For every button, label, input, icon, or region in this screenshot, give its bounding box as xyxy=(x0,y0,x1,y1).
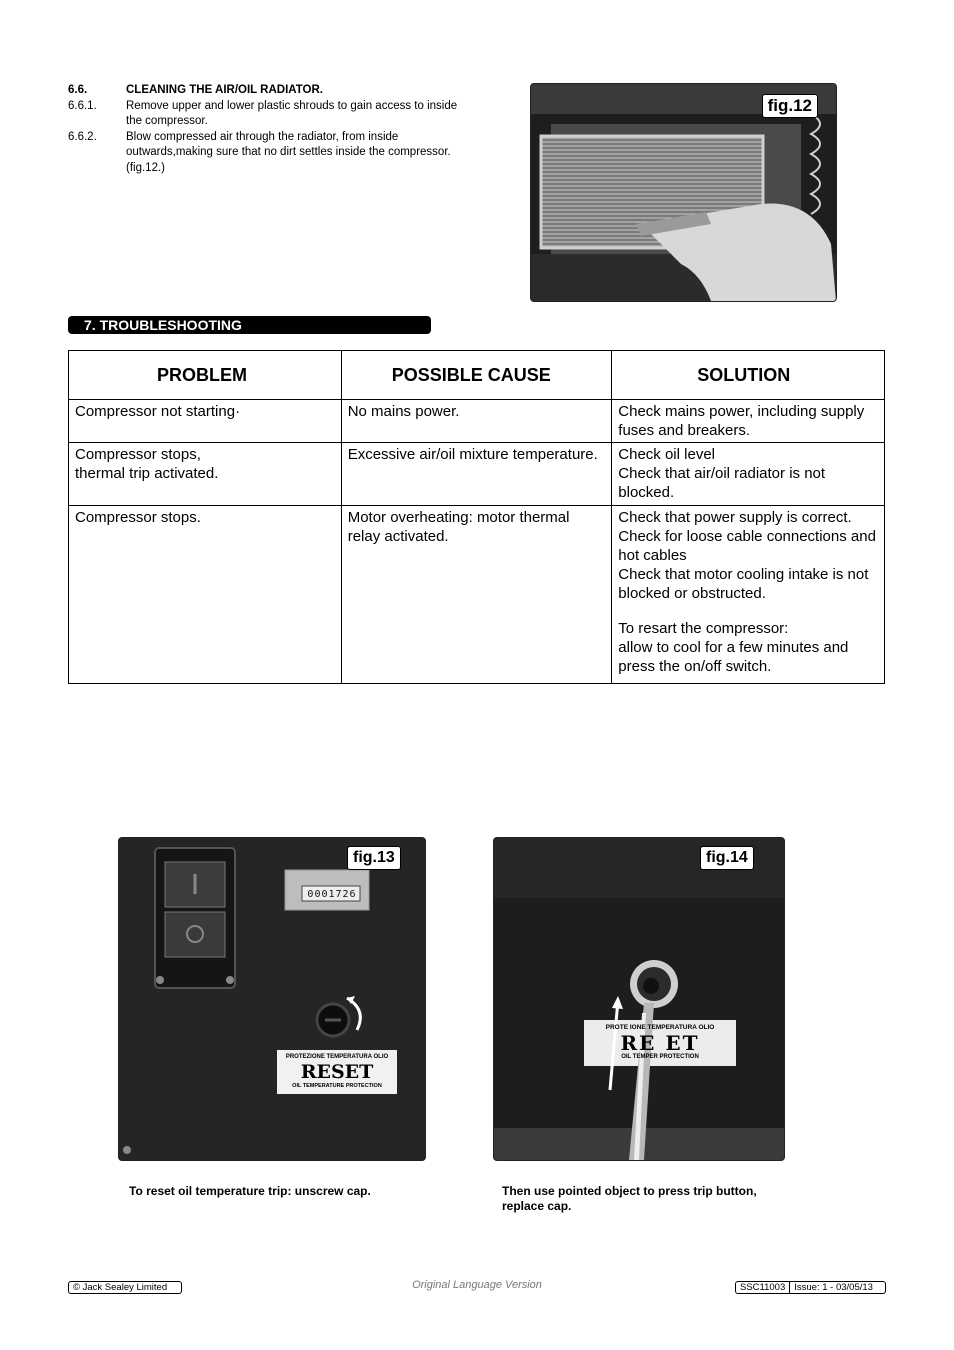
section-title-row xyxy=(68,83,468,99)
section-title: CLEANING THE AIR/OIL RADIATOR. xyxy=(126,84,323,96)
cell-text: Motor overheating: motor thermal relay activated. xyxy=(347,509,570,545)
sticker-main-text: RE ET xyxy=(620,1031,700,1055)
cell-text: Check for loose cable connections and hot cables xyxy=(618,528,876,564)
fig13-photo xyxy=(118,837,426,1161)
cell-solution xyxy=(612,400,885,443)
cell-text: Excessive air/oil mixture temperature. xyxy=(347,446,598,463)
footer-issue: Issue: 1 - 03/05/13 xyxy=(794,1282,873,1293)
fig13-label: fig.13 xyxy=(347,846,401,870)
step-text: Blow compressed air through the radiator, from inside outwards,making sure that no dirt settles inside the compressor. (fig.12.) xyxy=(126,130,451,174)
footer-model: SSC11003 xyxy=(736,1282,790,1293)
troubleshooting-table xyxy=(68,350,885,684)
cell-cause xyxy=(341,506,612,684)
cell-text: allow to cool for a few minutes and press the on/off switch. xyxy=(618,639,849,675)
cell-text: To resart the compressor: xyxy=(618,620,789,637)
step-item xyxy=(68,130,468,177)
header-problem-text: PROBLEM xyxy=(157,364,247,385)
step-item xyxy=(68,99,468,130)
reset-sticker xyxy=(277,1050,397,1094)
section-6-6 xyxy=(68,83,468,176)
reset-sticker-fig14 xyxy=(584,1020,736,1066)
sticker-bottom-text: OIL TEMPERATURE PROTECTION xyxy=(292,1083,382,1089)
table-header-row xyxy=(69,351,885,400)
footer-issue-box xyxy=(735,1281,886,1294)
step-text: Remove upper and lower plastic shrouds to gain access to inside the compressor. xyxy=(126,99,458,127)
step-number: 6.6.2. xyxy=(68,130,97,143)
cell-text: thermal trip activated. xyxy=(75,465,219,482)
table-row xyxy=(69,506,885,684)
cell-problem xyxy=(69,400,342,443)
fig13-caption: To reset oil temperature trip: unscrew cap. xyxy=(129,1184,371,1198)
fig14-caption: Then use pointed object to press trip button, replace cap. xyxy=(502,1184,757,1213)
cell-solution xyxy=(612,506,885,684)
cell-text: Compressor stops, xyxy=(75,446,201,463)
header-problem xyxy=(69,351,342,400)
cell-text: Compressor not starting· xyxy=(75,403,241,420)
cell-text: No mains power. xyxy=(347,403,460,420)
footer-center-text: Original Language Version xyxy=(412,1279,542,1291)
sticker-bottom-text: OIL TEMPER PROTECTION xyxy=(621,1054,699,1060)
cell-problem xyxy=(69,506,342,684)
fig14-label: fig.14 xyxy=(700,846,754,870)
control-panel-image xyxy=(119,838,425,1160)
table-row xyxy=(69,400,885,443)
cell-cause xyxy=(341,443,612,506)
cell-text: Check that motor cooling intake is not blocked or obstructed. xyxy=(618,566,869,602)
cell-text: Check that power supply is correct. xyxy=(618,509,852,526)
hour-counter: 0001726 xyxy=(307,889,357,900)
header-solution-text: SOLUTION xyxy=(697,364,791,385)
fig12-photo xyxy=(530,83,837,302)
step-number: 6.6.1. xyxy=(68,99,97,112)
cell-text: Check oil level xyxy=(618,446,715,463)
header-solution xyxy=(612,351,885,400)
fig14-photo xyxy=(493,837,785,1161)
table-row xyxy=(69,443,885,506)
header-cause-text: POSSIBLE CAUSE xyxy=(391,364,551,385)
cell-solution xyxy=(612,443,885,506)
fig12-label: fig.12 xyxy=(762,94,818,118)
footer-copyright: © Jack Sealey Limited xyxy=(68,1281,182,1294)
cell-text: Compressor stops. xyxy=(75,509,201,526)
section-number: 6.6. xyxy=(68,84,88,96)
header-cause xyxy=(341,351,612,400)
cell-text: Check mains power, including supply fuses and breakers. xyxy=(618,403,865,439)
sticker-main-text: RESET xyxy=(300,1061,374,1083)
cell-text: Check that air/oil radiator is not blocked. xyxy=(618,465,826,501)
trip-button-image xyxy=(494,838,784,1160)
cell-cause xyxy=(341,400,612,443)
sticker-top-text: PROTEZIONE TEMPERATURA OLIO xyxy=(285,1054,389,1060)
cell-problem xyxy=(69,443,342,506)
troubleshooting-heading: 7. TROUBLESHOOTING xyxy=(68,316,431,334)
sticker-top-text: PROTE IONE TEMPERATURA OLIO xyxy=(605,1024,715,1031)
